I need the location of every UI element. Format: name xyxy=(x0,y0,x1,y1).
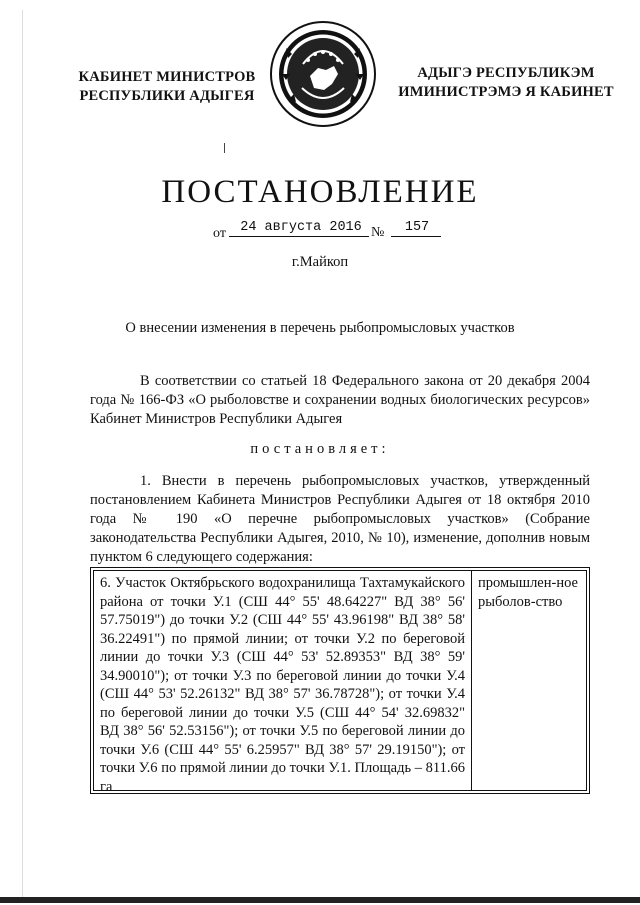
area-purpose-cell: промышлен-ное рыболов-ство xyxy=(478,575,578,610)
item-1-paragraph: 1. Внести в перечень рыбопромысловых участков, утвержденный постановлением Кабинета Министров Республики Адыгея от 18 октября 2010 года № 190 «О перечне рыбопромысловых участков» (Собрание законодательства Республики Адыгея, 2010, № 10), изменение, дополнив новым пунктом 6 следующего содержания: xyxy=(90,473,590,565)
number-underline xyxy=(391,236,441,237)
number-prefix: № xyxy=(371,225,385,240)
table-inner-border xyxy=(93,570,587,795)
issuer-name-adyghe xyxy=(392,64,620,102)
intro-paragraph: В соответствии со статьей 18 Федерального закона от 20 декабря 2004 года № 166-ФЗ «О рыболовстве и сохранении водных биологических ресурсов» Кабинет Министров Республики Адыгея xyxy=(90,373,590,427)
scan-bottom-edge xyxy=(0,897,640,903)
table-column-divider xyxy=(471,571,472,790)
decides-heading: постановляет: xyxy=(250,441,390,457)
area-description-cell: 6. Участок Октябрьского водохранилища Тахтамукайского района от точки У.1 (СШ 44° 55' 48.64227" ВД 38° 56' 57.75019") до точки У.2 (СШ 44° 55' 43.96198" ВД 38° 58' 36.22491") по прямой линии; от точки У.2 по береговой линии до точки У.3 (СШ 44° 53' 52.89353" ВД 38° 59' 34.90010"); от точки У.3 по береговой линии до точки У.4 (СШ 44° 53' 52.26132" ВД 38° 57' 36.78728"); от точки У.4 по береговой линии до точки У.5 (СШ 44° 54' 32.69832" ВД 38° 56' 52.53156"); от точки У.5 по береговой линии до точки У.6 (СШ 44° 55' 6.25957" ВД 38° 57' 29.19150"); от точки У.6 по прямой линии до точки У.1. Площадь – 811.66 га xyxy=(100,575,465,795)
city: г.Майкоп xyxy=(291,254,349,270)
scan-mark xyxy=(224,143,225,153)
issuer-name-line: ИМИНИСТРЭМЭ Я КАБИНЕТ xyxy=(398,84,614,100)
document-date: 24 августа 2016 xyxy=(240,220,362,235)
document-number: 157 xyxy=(404,220,430,235)
date-underline xyxy=(229,236,369,237)
document-title: ПОСТАНОВЛЕНИЕ xyxy=(161,174,479,210)
coat-of-arms-emblem-icon xyxy=(268,18,378,130)
date-prefix: от xyxy=(213,226,226,241)
issuer-name-line: КАБИНЕТ МИНИСТРОВ xyxy=(78,69,256,85)
fishing-area-table xyxy=(90,567,590,794)
issuer-name-russian xyxy=(72,68,262,106)
issuer-name-line: РЕСПУБЛИКИ АДЫГЕЯ xyxy=(79,88,255,104)
issuer-name-line: АДЫГЭ РЕСПУБЛИКЭМ xyxy=(417,65,595,81)
document-subject: О внесении изменения в перечень рыбопромысловых участков xyxy=(125,320,515,336)
date-number-line xyxy=(213,220,473,242)
